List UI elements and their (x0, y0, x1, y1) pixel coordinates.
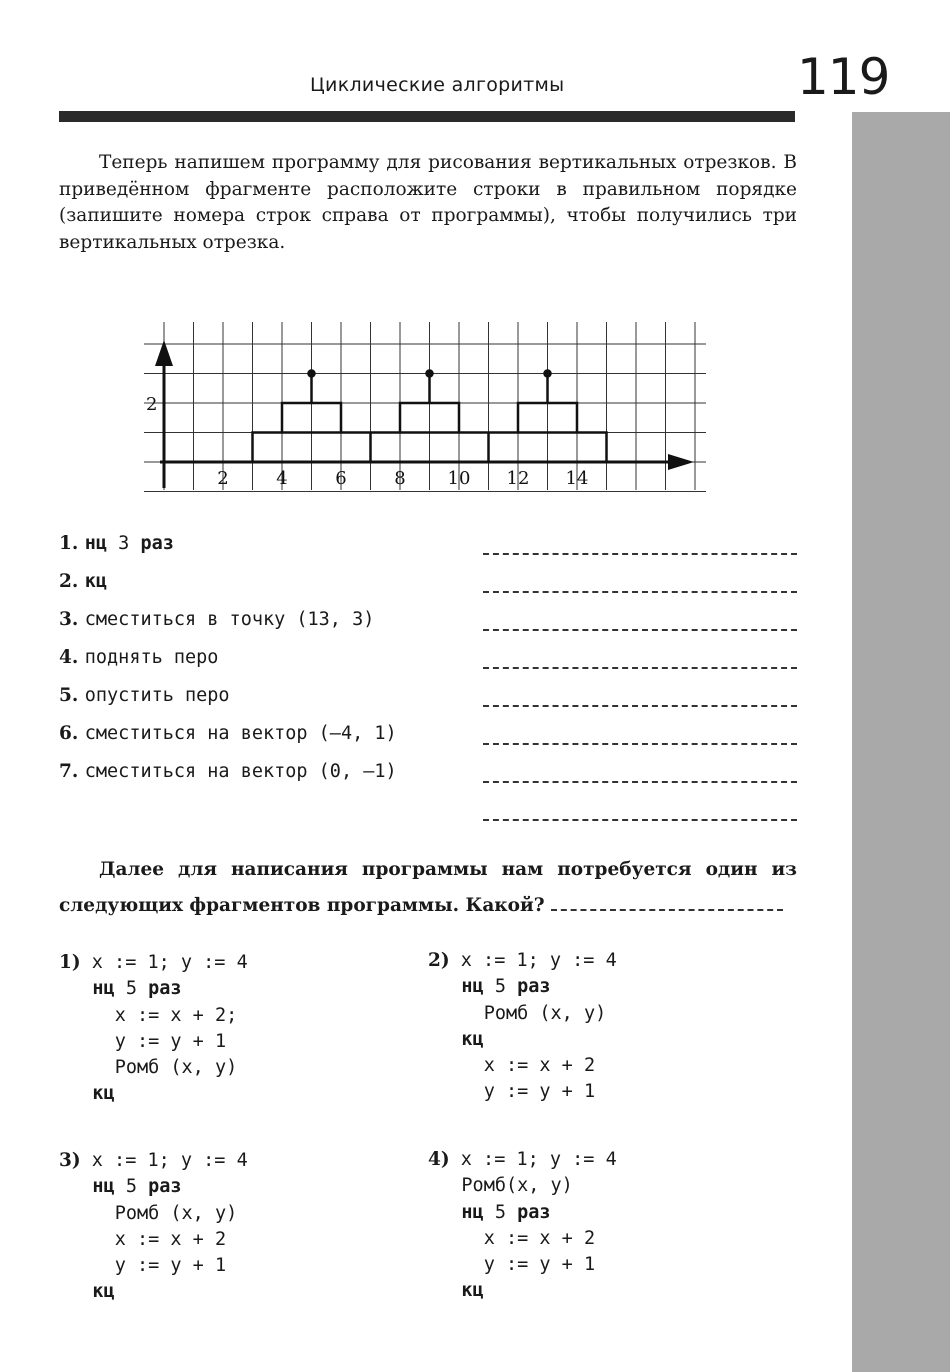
line-number: 4. (59, 647, 85, 668)
segment-endpoint (427, 371, 433, 377)
code-text: 5 (114, 978, 149, 1000)
code-line (59, 1227, 248, 1253)
answer-blank[interactable] (483, 781, 797, 783)
x-tick-label: 12 (506, 468, 530, 489)
line-text: сместиться в точку (13, 3) (84, 609, 375, 630)
keyword: нц (461, 1201, 484, 1223)
keyword: раз (148, 1176, 182, 1198)
code-line (428, 1053, 617, 1079)
option-label: 4) (428, 1149, 450, 1170)
line-number: 6. (59, 723, 85, 744)
option-label: 2) (428, 950, 450, 971)
x-tick-label: 4 (276, 468, 288, 489)
code-text: x := x + 2; (114, 1004, 238, 1026)
line-number: 1. (59, 533, 85, 554)
code-line (59, 1029, 248, 1055)
code-line (59, 1174, 248, 1200)
answer-blank[interactable] (483, 667, 797, 669)
answer-blank[interactable] (483, 591, 797, 593)
code-line (59, 1279, 248, 1305)
tick-labels (146, 394, 588, 489)
program-line (59, 647, 799, 685)
code-line (59, 1081, 248, 1107)
segment-endpoint (309, 371, 315, 377)
code-line (428, 1200, 617, 1226)
code-text: 5 (483, 976, 518, 998)
code-text: x := 1; y := 4 (449, 950, 617, 971)
chapter-title: Циклические алгоритмы (310, 74, 565, 96)
keyword: нц (461, 976, 484, 998)
code-text: x := 1; y := 4 (80, 1150, 248, 1171)
code-text: y := y + 1 (114, 1255, 227, 1277)
code-line (59, 976, 248, 1002)
x-tick-label: 8 (394, 468, 406, 489)
program-line (59, 685, 799, 723)
program-line (59, 571, 799, 609)
code-text: x := 1; y := 4 (449, 1149, 617, 1170)
code-line (59, 1148, 248, 1174)
question-text: Далее для написания программы нам потребуется один из следующих фрагментов программы. Какой? (59, 859, 797, 916)
keyword: нц (92, 1176, 115, 1198)
coordinate-grid-figure (140, 318, 710, 498)
answer-blank[interactable] (551, 895, 783, 911)
code-text: y := y + 1 (483, 1254, 596, 1276)
axes (155, 340, 694, 488)
x-tick-label: 14 (565, 468, 589, 489)
program-line (59, 609, 799, 647)
code-text: x := 1; y := 4 (80, 952, 248, 973)
line-text: 3 (107, 533, 141, 554)
keyword: раз (140, 533, 174, 554)
code-text: y := y + 1 (114, 1030, 227, 1052)
keyword: кц (84, 571, 108, 592)
code-text: Ромб(x, y) (461, 1175, 573, 1197)
code-text: x := x + 2 (483, 1227, 596, 1249)
program-line (59, 533, 799, 571)
option-label: 1) (59, 952, 81, 973)
code-line (428, 948, 617, 974)
line-text: поднять перо (84, 647, 219, 668)
segment-endpoint (545, 371, 551, 377)
line-number: 2. (59, 571, 85, 592)
x-axis-arrow (668, 454, 694, 470)
question-paragraph (59, 852, 797, 924)
line-text: опустить перо (84, 685, 230, 706)
answer-blank[interactable] (483, 705, 797, 707)
x-tick-label: 2 (217, 468, 229, 489)
code-line (59, 1055, 248, 1081)
code-line (428, 1001, 617, 1027)
code-text: y := y + 1 (483, 1081, 596, 1103)
option-4[interactable] (428, 1147, 617, 1305)
code-text: Ромб (x, y) (483, 1002, 607, 1024)
grid-lines (144, 322, 706, 492)
code-line (59, 1201, 248, 1227)
x-tick-label: 6 (335, 468, 347, 489)
code-line (428, 1252, 617, 1278)
keyword: кц (461, 1280, 484, 1302)
program-line (59, 761, 799, 799)
keyword: раз (517, 1201, 551, 1223)
code-text: Ромб (x, y) (114, 1202, 238, 1224)
keyword: кц (92, 1281, 115, 1303)
program-line-blank (59, 799, 799, 837)
code-line (428, 1173, 617, 1199)
keyword: раз (517, 976, 551, 998)
y-tick-label: 2 (146, 394, 158, 415)
x-tick-label: 10 (447, 468, 471, 489)
code-line (59, 1003, 248, 1029)
code-text: x := x + 2 (483, 1055, 596, 1077)
page-side-band (852, 112, 950, 1372)
line-number: 3. (59, 609, 85, 630)
keyword: кц (461, 1028, 484, 1050)
code-line (59, 950, 248, 976)
line-number: 5. (59, 685, 85, 706)
line-number: 7. (59, 761, 85, 782)
code-text: 5 (483, 1201, 518, 1223)
line-text: сместиться на вектор (–4, 1) (84, 723, 397, 744)
keyword: кц (92, 1083, 115, 1105)
answer-blank[interactable] (483, 553, 797, 555)
header-rule (59, 111, 795, 122)
line-text: сместиться на вектор (0, –1) (84, 761, 397, 782)
code-text: x := x + 2 (114, 1228, 227, 1250)
option-3[interactable] (59, 1148, 248, 1306)
code-line (428, 1278, 617, 1304)
keyword: нц (84, 533, 108, 554)
code-line (428, 1226, 617, 1252)
option-label: 3) (59, 1150, 81, 1171)
code-line (428, 974, 617, 1000)
answer-blank[interactable] (483, 743, 797, 745)
code-text: Ромб (x, y) (114, 1057, 238, 1079)
code-line (428, 1027, 617, 1053)
option-1[interactable] (59, 950, 248, 1108)
code-line (428, 1147, 617, 1173)
program-line (59, 723, 799, 761)
code-line (59, 1253, 248, 1279)
code-line (428, 1079, 617, 1105)
answer-blank[interactable] (483, 629, 797, 631)
keyword: нц (92, 978, 115, 1000)
keyword: раз (148, 978, 182, 1000)
code-text: 5 (114, 1176, 149, 1198)
intro-paragraph: Теперь напишем программу для рисования вертикальных отрезков. В приведённом фрагменте расположите строки в правильном порядке (запишите номера строк справа от программы), чтобы получились три вертикальных отрезка. (59, 152, 797, 253)
answer-blank[interactable] (483, 819, 797, 821)
page-number: 119 (797, 48, 890, 106)
option-2[interactable] (428, 948, 617, 1106)
